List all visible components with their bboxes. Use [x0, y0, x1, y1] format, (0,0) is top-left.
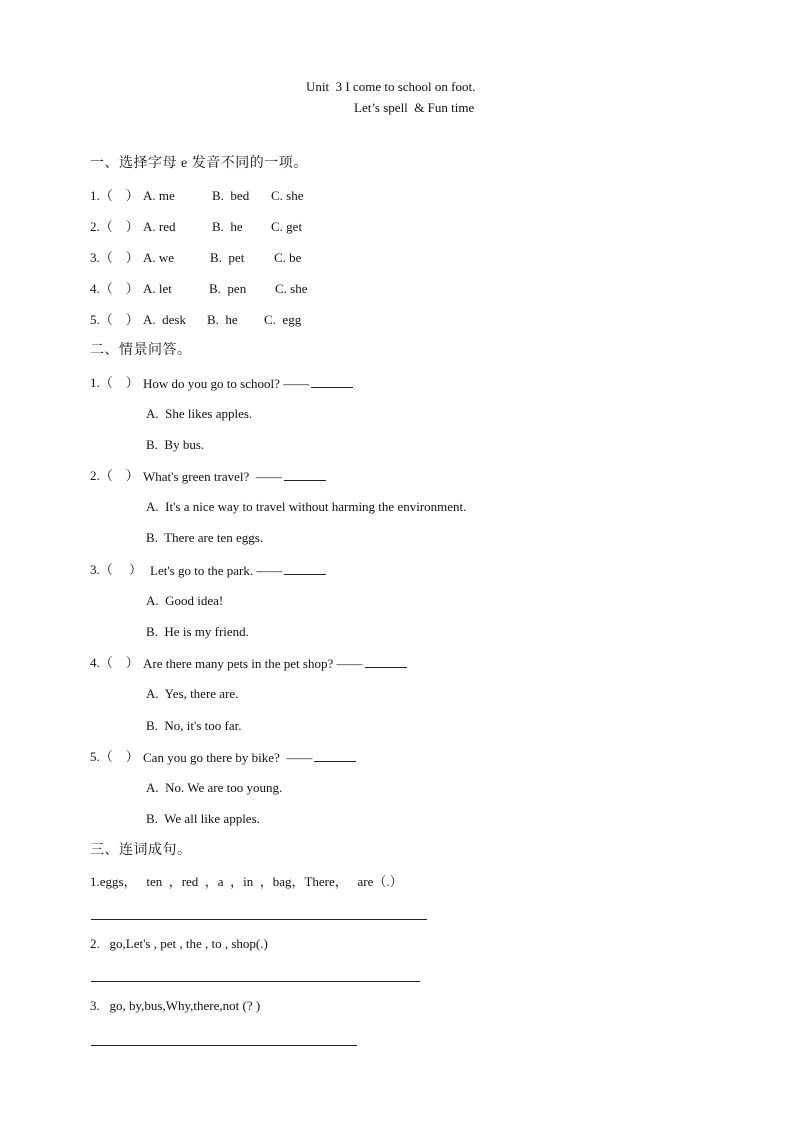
option-a: A. we — [143, 250, 175, 265]
sentence-prompt-3: 3. go, by,bus,Why,there,not (? ) — [90, 998, 261, 1013]
option-b: B. pen — [209, 281, 247, 296]
question-number: 4.（ ） — [90, 281, 139, 296]
option-a: A. Yes, there are. — [146, 686, 239, 701]
option-c: C. get — [271, 219, 303, 234]
question-number: 5.（ ） — [90, 312, 139, 327]
answer-blank[interactable] — [311, 375, 353, 388]
answer-line-1[interactable] — [91, 919, 427, 920]
option-b: B. He is my friend. — [146, 624, 249, 639]
question-number: 4.（ ） — [90, 655, 139, 670]
answer-blank[interactable] — [314, 749, 356, 762]
answer-blank[interactable] — [284, 468, 326, 481]
question-number: 3.（ ） — [90, 562, 143, 577]
option-b: B. By bus. — [146, 437, 205, 452]
option-c: C. she — [275, 281, 308, 296]
option-c: C. she — [271, 188, 304, 203]
question-number: 1.（ ） — [90, 375, 139, 390]
question-number: 3.（ ） — [90, 250, 139, 265]
option-b: B. No, it's too far. — [146, 718, 242, 733]
worksheet-subtitle: Let’s spell & Fun time — [354, 100, 475, 115]
option-c: C. egg — [264, 312, 302, 327]
question-text: How do you go to school? —— — [143, 375, 353, 392]
worksheet-title: Unit 3 I come to school on foot. — [306, 79, 476, 94]
section3-heading: 三、连词成句。 — [90, 843, 192, 858]
sentence-prompt-2: 2. go,Let's , pet , the , to , shop(.) — [90, 936, 268, 951]
option-b: B. There are ten eggs. — [146, 530, 264, 545]
question-text: Are there many pets in the pet shop? —— — [143, 655, 407, 672]
option-b: B. he — [212, 219, 243, 234]
answer-line-2[interactable] — [91, 981, 420, 982]
question-number: 2.（ ） — [90, 468, 139, 483]
option-a: A. Good idea! — [146, 593, 224, 608]
answer-blank[interactable] — [284, 562, 326, 575]
option-a: A. let — [143, 281, 172, 296]
question-text: What's green travel? —— — [143, 468, 326, 485]
question-number: 2.（ ） — [90, 219, 139, 234]
option-a: A. me — [143, 188, 175, 203]
option-a: A. desk — [143, 312, 186, 327]
option-a: A. She likes apples. — [146, 406, 253, 421]
option-a: A. red — [143, 219, 176, 234]
question-text: Can you go there by bike? —— — [143, 749, 356, 766]
option-b: B. bed — [212, 188, 250, 203]
option-a: A. It's a nice way to travel without harming the environment. — [146, 499, 467, 514]
answer-blank[interactable] — [365, 655, 407, 668]
question-text: Let's go to the park. —— — [150, 562, 326, 579]
question-number: 1.（ ） — [90, 188, 139, 203]
option-b: B. We all like apples. — [146, 811, 260, 826]
section2-heading: 二、情景问答。 — [90, 343, 192, 358]
answer-line-3[interactable] — [91, 1045, 357, 1046]
option-b: B. he — [207, 312, 238, 327]
section1-heading: 一、选择字母 e 发音不同的一项。 — [90, 156, 308, 171]
option-a: A. No. We are too young. — [146, 780, 283, 795]
option-c: C. be — [274, 250, 302, 265]
question-number: 5.（ ） — [90, 749, 139, 764]
option-b: B. pet — [210, 250, 245, 265]
sentence-prompt-1: 1.eggs， ten ，red ，a ，in ，bag，There， are（.） — [90, 874, 403, 889]
